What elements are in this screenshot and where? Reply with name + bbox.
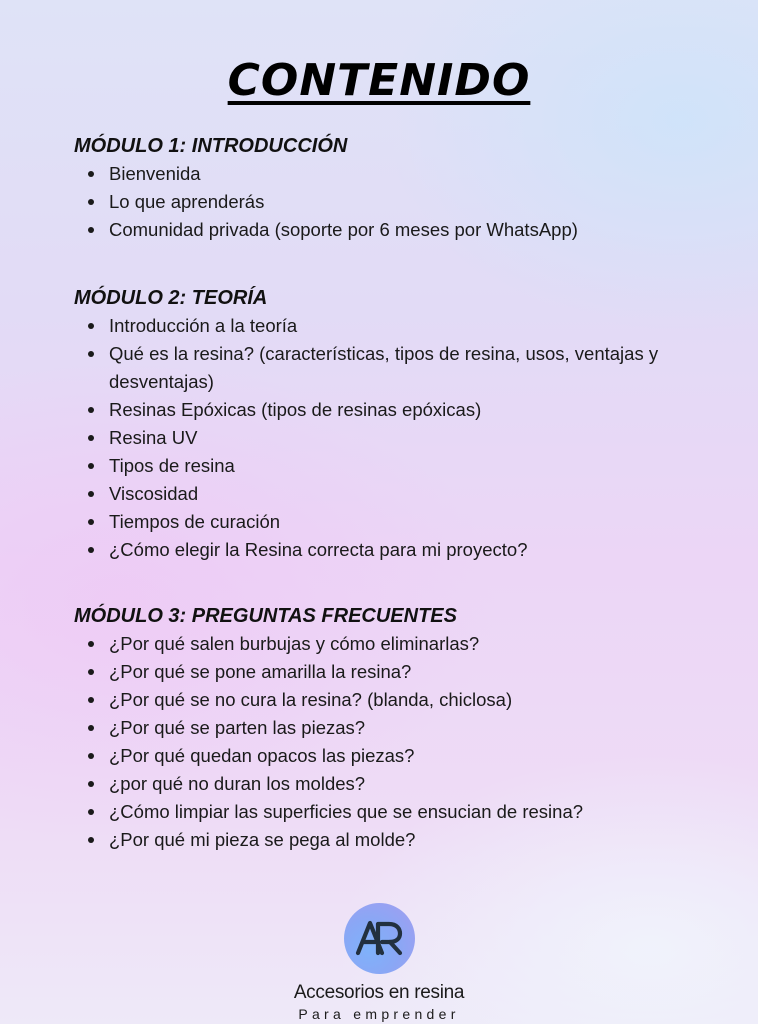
list-item-text: ¿Por qué se pone amarilla la resina? bbox=[109, 661, 412, 682]
list-item bbox=[88, 480, 724, 508]
bullet-icon bbox=[88, 227, 94, 233]
bullet-icon bbox=[88, 491, 94, 497]
bullet-icon bbox=[88, 519, 94, 525]
bullet-icon bbox=[88, 809, 94, 815]
list-item bbox=[88, 340, 724, 396]
list-item bbox=[88, 798, 724, 826]
module-1-section bbox=[74, 132, 724, 244]
list-item-text: Resinas Epóxicas (tipos de resinas epóxicas) bbox=[109, 399, 482, 420]
bullet-icon bbox=[88, 641, 94, 647]
list-item-text: Bienvenida bbox=[109, 163, 201, 184]
module-item-list bbox=[74, 312, 724, 564]
list-item bbox=[88, 536, 724, 564]
list-item-text: ¿Por qué quedan opacos las piezas? bbox=[109, 745, 415, 766]
list-item-text: Viscosidad bbox=[109, 483, 199, 504]
module-3-section bbox=[74, 602, 724, 854]
list-item bbox=[88, 742, 724, 770]
list-item-text: ¿Por qué mi pieza se pega al molde? bbox=[109, 829, 416, 850]
list-item bbox=[88, 658, 724, 686]
bullet-icon bbox=[88, 725, 94, 731]
list-item bbox=[88, 630, 724, 658]
module-item-list bbox=[74, 160, 724, 244]
module-heading: MÓDULO 1: INTRODUCCIÓN bbox=[74, 135, 348, 157]
bullet-icon bbox=[88, 435, 94, 441]
brand-tagline: Para emprender bbox=[298, 1006, 460, 1022]
list-item-text: Tipos de resina bbox=[109, 455, 235, 476]
list-item-text: Introducción a la teoría bbox=[109, 315, 298, 336]
module-item-list bbox=[74, 630, 724, 854]
brand-name: Accesorios en resina bbox=[293, 982, 465, 1003]
list-item-text: Resina UV bbox=[109, 427, 198, 448]
bullet-icon bbox=[88, 351, 94, 357]
bullet-icon bbox=[88, 463, 94, 469]
module-heading: MÓDULO 2: TEORÍA bbox=[74, 287, 268, 309]
list-item-text: ¿Cómo limpiar las superficies que se ensucian de resina? bbox=[109, 801, 584, 822]
list-item-text: ¿Por qué se parten las piezas? bbox=[109, 717, 366, 738]
list-item bbox=[88, 714, 724, 742]
bullet-icon bbox=[88, 547, 94, 553]
bullet-icon bbox=[88, 697, 94, 703]
bullet-icon bbox=[88, 753, 94, 759]
bullet-icon bbox=[88, 669, 94, 675]
list-item bbox=[88, 508, 724, 536]
list-item bbox=[88, 160, 724, 188]
list-item-text: ¿Por qué salen burbujas y cómo eliminarlas? bbox=[109, 633, 480, 654]
bullet-icon bbox=[88, 407, 94, 413]
bullet-icon bbox=[88, 323, 94, 329]
list-item-text: ¿Por qué se no cura la resina? (blanda, chiclosa) bbox=[109, 689, 513, 710]
list-item bbox=[88, 424, 724, 452]
bullet-icon bbox=[88, 199, 94, 205]
list-item bbox=[88, 216, 724, 244]
brand-logo bbox=[344, 903, 415, 974]
bullet-icon bbox=[88, 171, 94, 177]
list-item bbox=[88, 312, 724, 340]
list-item-text: ¿Cómo elegir la Resina correcta para mi proyecto? bbox=[109, 539, 528, 560]
list-item-text: Qué es la resina? (características, tipos de resina, usos, ventajas y desventajas) bbox=[109, 343, 659, 392]
module-heading: MÓDULO 3: PREGUNTAS FRECUENTES bbox=[74, 605, 457, 627]
list-item bbox=[88, 452, 724, 480]
list-item bbox=[88, 826, 724, 854]
bullet-icon bbox=[88, 781, 94, 787]
list-item-text: ¿por qué no duran los moldes? bbox=[109, 773, 366, 794]
list-item bbox=[88, 686, 724, 714]
module-2-section bbox=[74, 284, 724, 564]
list-item bbox=[88, 770, 724, 798]
bullet-icon bbox=[88, 837, 94, 843]
list-item-text: Lo que aprenderás bbox=[109, 191, 265, 212]
list-item-text: Tiempos de curación bbox=[109, 511, 281, 532]
list-item bbox=[88, 396, 724, 424]
ar-monogram-icon bbox=[344, 903, 415, 974]
page-title: CONTENIDO bbox=[227, 55, 531, 107]
list-item bbox=[88, 188, 724, 216]
list-item-text: Comunidad privada (soporte por 6 meses por WhatsApp) bbox=[109, 219, 578, 240]
